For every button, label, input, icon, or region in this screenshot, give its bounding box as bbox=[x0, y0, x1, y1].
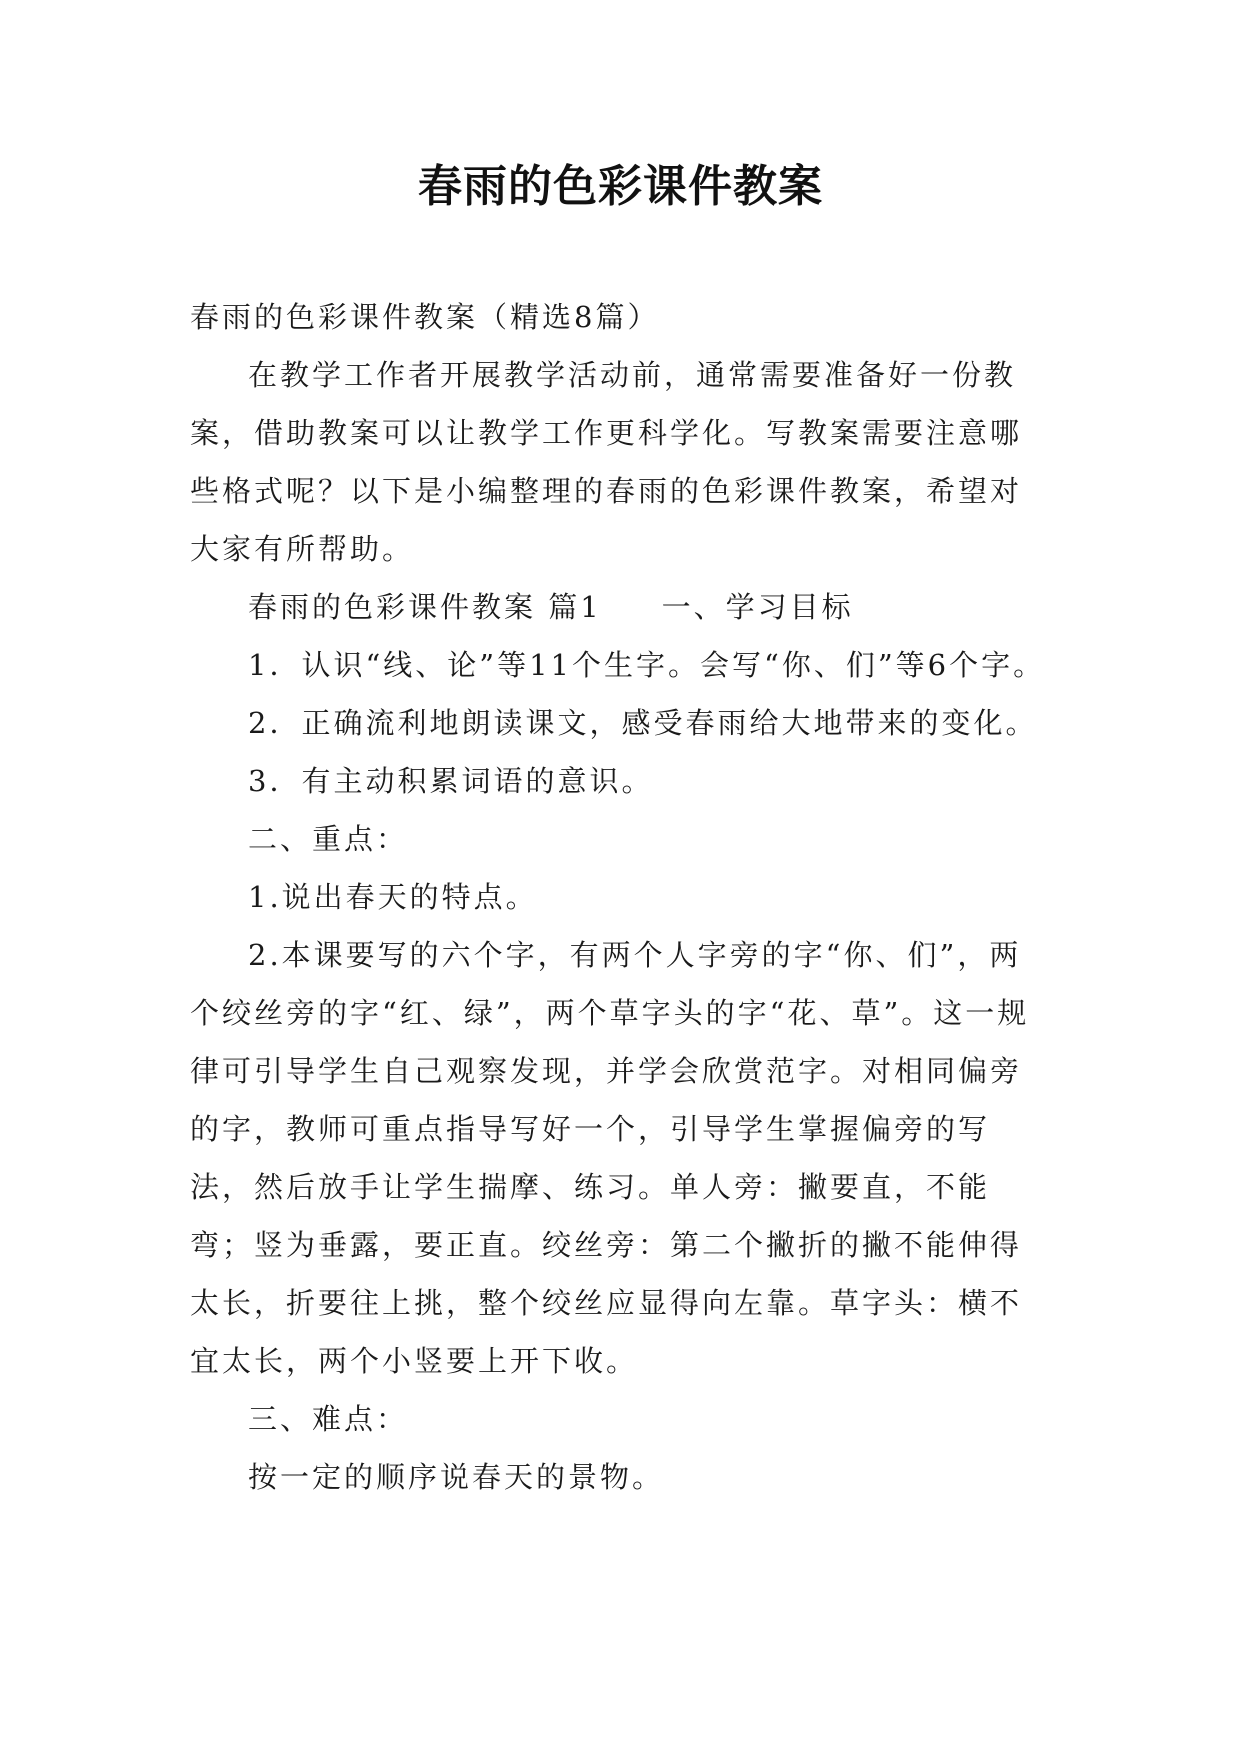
learning-goals-heading: 一、学习目标 bbox=[661, 590, 854, 624]
goal-item-2: 2．正确流利地朗读课文，感受春雨给大地带来的变化。 bbox=[248, 706, 1038, 740]
section-heading-line bbox=[190, 578, 1052, 636]
goal-item-3: 3．有主动积累词语的意识。 bbox=[248, 764, 654, 798]
focus-item-2: 2.本课要写的六个字，有两个人字旁的字“你、们”，两个绞丝旁的字“红、绿”，两个草字头的字“花、草”。这一规律可引导学生自己观察发现，并学会欣赏范字。对相同偏旁的字，教师可重点指导写好一个，引导学生掌握偏旁的写法，然后放手让学生揣摩、练习。单人旁：撇要直，不能弯；竖为垂露，要正直。绞丝旁：第二个撇折的撇不能伸得太长，折要往上挑，整个绞丝应显得向左靠。草字头：横不宜太长，两个小竖要上开下收。 bbox=[190, 938, 1030, 1378]
document-subtitle: 春雨的色彩课件教案（精选8篇） bbox=[190, 300, 660, 334]
document-body bbox=[190, 288, 1052, 1506]
document-title: 春雨的色彩课件教案 bbox=[418, 161, 823, 212]
focus-heading: 二、重点： bbox=[248, 822, 409, 856]
intro-paragraph: 在教学工作者开展教学活动前，通常需要准备好一份教案，借助教案可以让教学工作更科学化。写教案需要注意哪些格式呢？以下是小编整理的春雨的色彩课件教案，希望对大家有所帮助。 bbox=[190, 358, 1023, 566]
section-heading: 春雨的色彩课件教案 篇1 bbox=[248, 590, 602, 624]
difficulty-heading: 三、难点： bbox=[248, 1402, 409, 1436]
goal-item-1: 1．认识“线、论”等11个生字。会写“你、们”等6个字。 bbox=[248, 648, 1046, 682]
difficulty-item-1: 按一定的顺序说春天的景物。 bbox=[248, 1460, 665, 1494]
focus-item-1: 1.说出春天的特点。 bbox=[248, 880, 538, 914]
